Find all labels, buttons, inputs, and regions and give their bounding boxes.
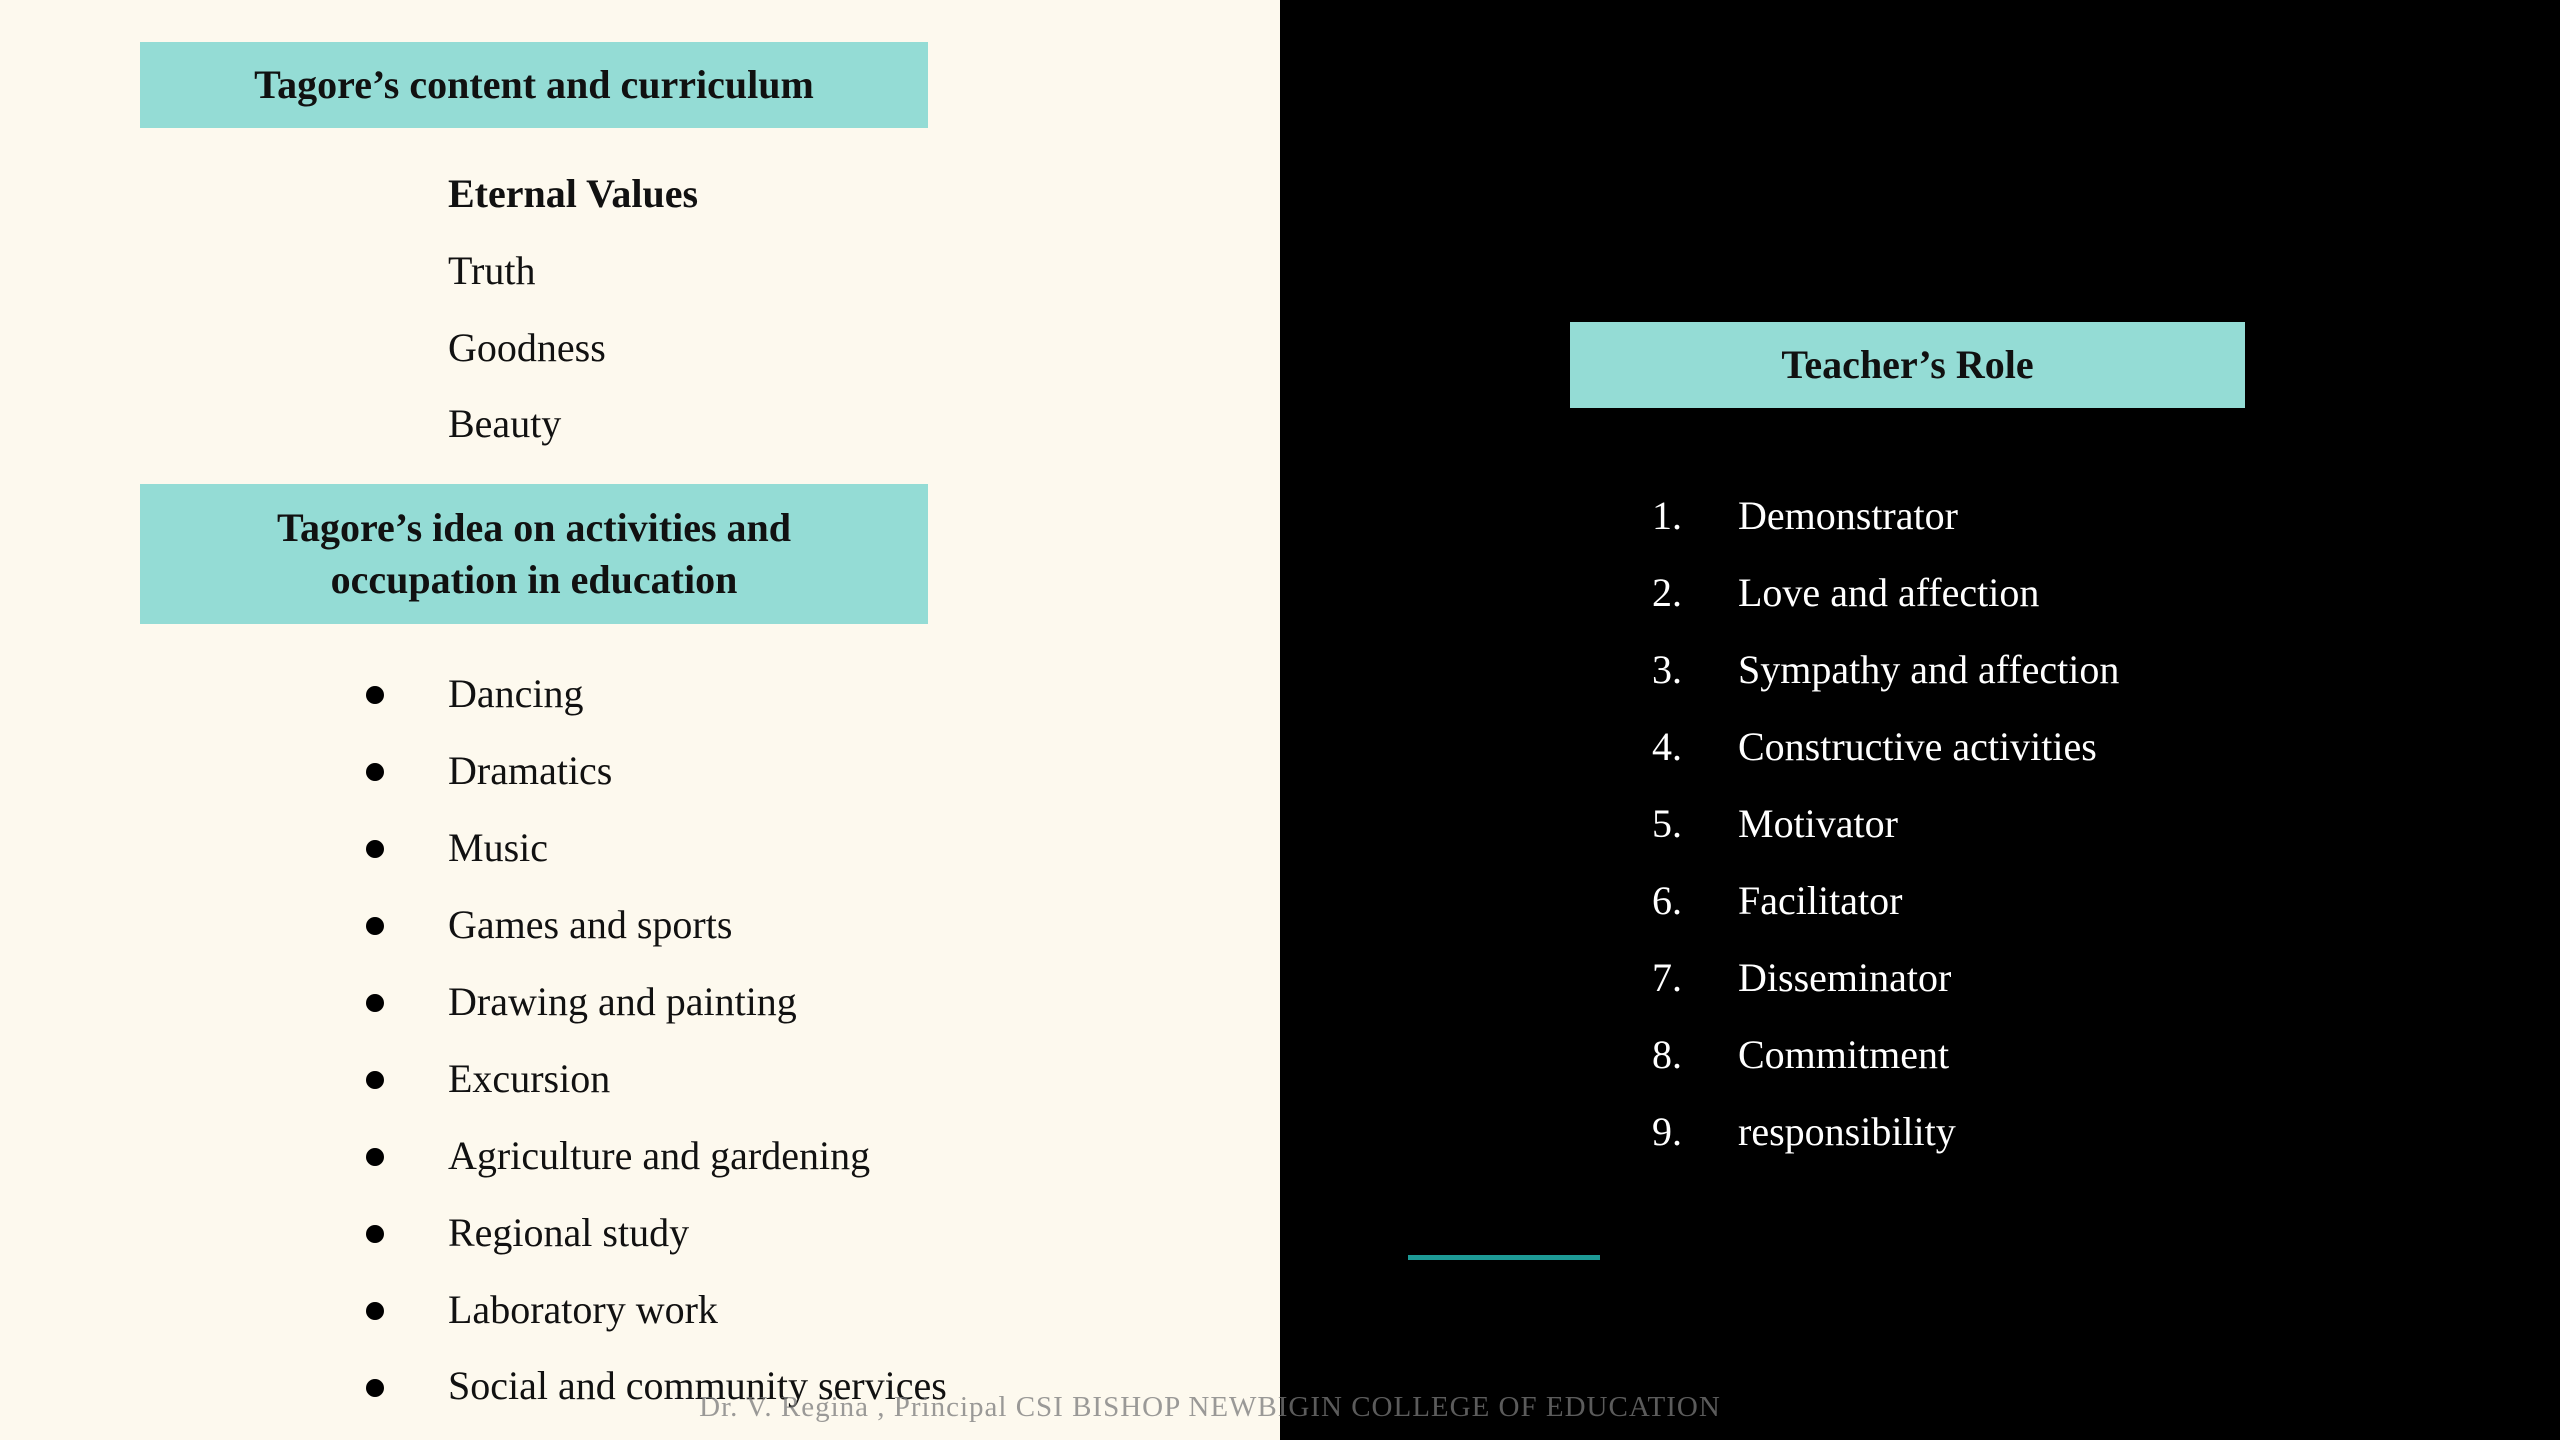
eternal-value-item: Truth [448, 248, 536, 293]
role-number: 9. [1652, 1109, 1682, 1154]
bullet-icon [366, 1225, 384, 1243]
activity-item: Social and community services [448, 1363, 947, 1408]
activities-header-line2: occupation in education [330, 557, 738, 602]
footer-credit: Dr. V. Regina , Principal CSI BISHOP NEWBIGIN COLLEGE OF EDUCATION [699, 1391, 1721, 1423]
role-item: Commitment [1738, 1032, 1950, 1077]
activities-header [140, 484, 928, 624]
activity-item: Laboratory work [448, 1287, 718, 1332]
role-number: 5. [1652, 801, 1682, 846]
role-item: responsibility [1738, 1109, 1956, 1154]
bullet-icon [366, 1071, 384, 1089]
bullet-icon [366, 840, 384, 858]
role-number: 2. [1652, 570, 1682, 615]
bullet-icon [366, 1148, 384, 1166]
role-item: Sympathy and affection [1738, 647, 2120, 692]
activity-item: Dancing [448, 671, 584, 716]
teacher-role-header-text: Teacher’s Role [1781, 342, 2034, 387]
right-panel [1280, 0, 2560, 1440]
role-number: 3. [1652, 647, 1682, 692]
activity-item: Dramatics [448, 748, 613, 793]
role-item: Disseminator [1738, 955, 1952, 1000]
activities-header-line1: Tagore’s idea on activities and [276, 505, 792, 550]
bullet-icon [366, 686, 384, 704]
role-item: Motivator [1738, 801, 1898, 846]
accent-divider [1408, 1255, 1600, 1260]
activity-item: Drawing and painting [448, 979, 797, 1024]
role-number: 1. [1652, 493, 1682, 538]
bullet-icon [366, 1302, 384, 1320]
role-number: 8. [1652, 1032, 1682, 1077]
role-item: Facilitator [1738, 878, 1903, 923]
content-curriculum-header-text: Tagore’s content and curriculum [254, 62, 814, 107]
role-number: 6. [1652, 878, 1682, 923]
eternal-value-item: Goodness [448, 325, 606, 370]
bullet-icon [366, 994, 384, 1012]
teacher-role-header [1570, 322, 2245, 408]
activity-item: Agriculture and gardening [448, 1133, 871, 1178]
role-item: Demonstrator [1738, 493, 1958, 538]
role-item: Love and affection [1738, 570, 2040, 615]
activity-item: Music [448, 825, 548, 870]
role-number: 4. [1652, 724, 1682, 769]
activity-item: Regional study [448, 1210, 690, 1255]
eternal-value-item: Beauty [448, 401, 562, 446]
role-number: 7. [1652, 955, 1682, 1000]
content-curriculum-header [140, 42, 928, 128]
bullet-icon [366, 763, 384, 781]
activity-item: Games and sports [448, 902, 733, 947]
activity-item: Excursion [448, 1056, 611, 1101]
role-item: Constructive activities [1738, 724, 2097, 769]
eternal-values-title: Eternal Values [448, 171, 699, 216]
bullet-icon [366, 917, 384, 935]
